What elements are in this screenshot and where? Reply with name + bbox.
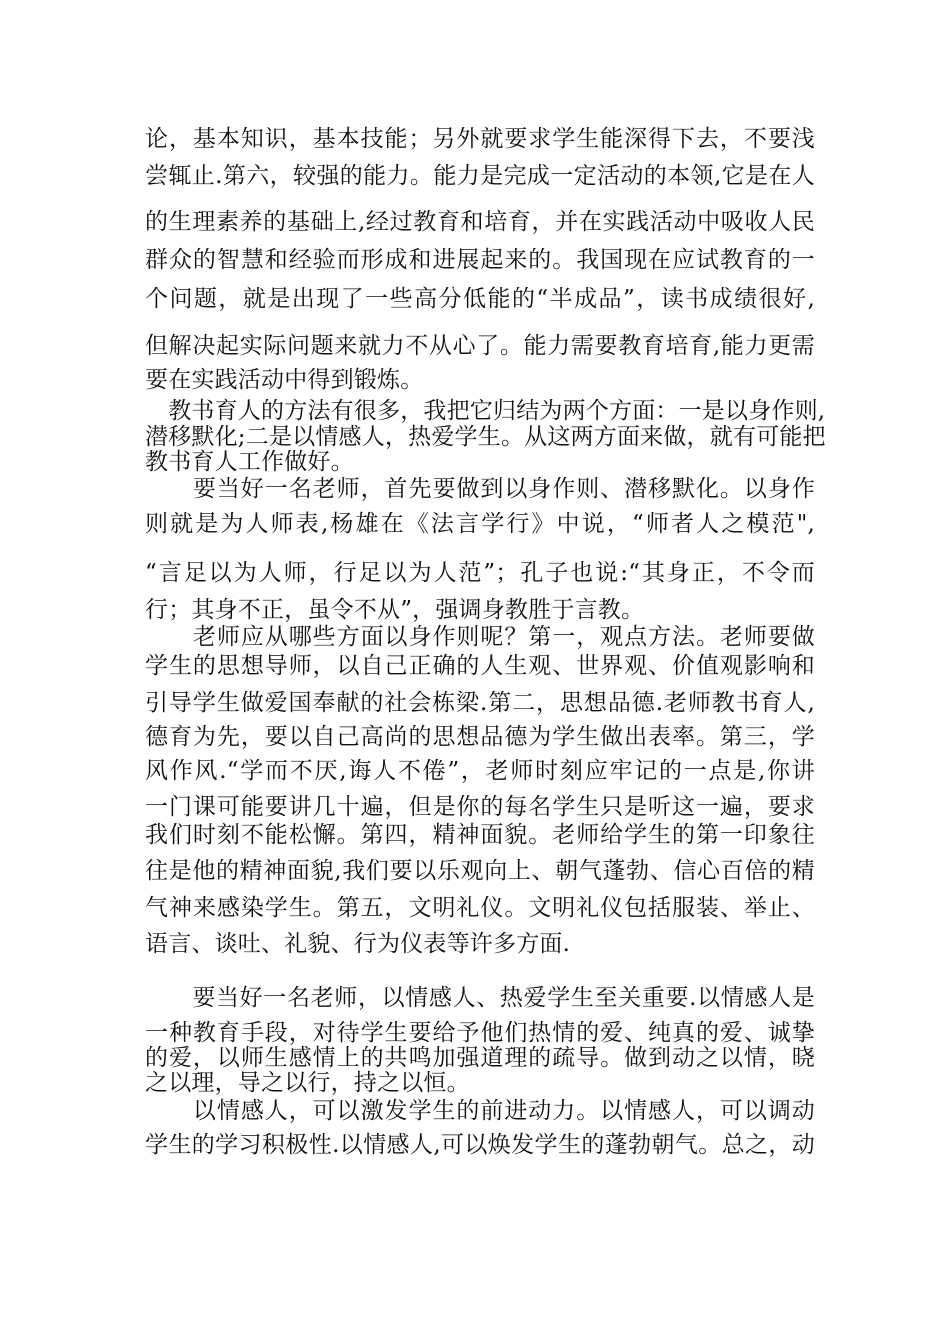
text-line: 要当好一名老师，以情感人、热爱学生至关重要.以情感人是 [145,985,815,1011]
text-line: “言足以为人师，行足以为人范”；孔子也说:“其身正，不令而 [145,560,815,586]
text-line: 风作风.“学而不厌,诲人不倦”，老师时刻应牢记的一点是,你讲 [145,758,815,784]
text-line: 学生的学习积极性.以情感人,可以焕发学生的蓬勃朝气。总之，动 [145,1132,815,1158]
text-line: 的爱，以师生感情上的共鸣加强道理的疏导。做到动之以情，晓 [145,1045,815,1071]
text-line: 老师应从哪些方面以身作则呢？第一，观点方法。老师要做 [145,624,815,650]
text-line: 则就是为人师表,杨雄在《法言学行》中说，“师者人之模范", [145,511,815,537]
text-line: 教书育人工作做好。 [145,449,354,475]
text-line: 一门课可能要讲几十遍，但是你的每名学生只是听这一遍，要求 [145,794,815,820]
text-line: 论，基本知识，基本技能；另外就要求学生能深得下去，不要浅 [145,126,815,152]
text-line: 教书育人的方法有很多，我把它归结为两个方面：一是以身作则, [145,398,826,424]
text-line: 个问题，就是出现了一些高分低能的“半成品”，读书成绩很好, [145,286,815,312]
text-line: 一种教育手段，对待学生要给予他们热情的爱、纯真的爱、诚挚 [145,1020,815,1046]
text-line: 引导学生做爱国奉献的社会栋梁.第二，思想品德.老师教书育人, [145,690,815,716]
text-line: 要在实践活动中得到锻炼。 [145,367,424,393]
text-line: 往是他的精神面貌,我们要以乐观向上、朝气蓬勃、信心百倍的精 [145,858,815,884]
text-line: 德育为先，要以自己高尚的思想品德为学生做出表率。第三，学 [145,724,815,750]
text-line: 我们时刻不能松懈。第四，精神面貌。老师给学生的第一印象往 [145,822,815,848]
text-line: 潜移默化;二是以情感人，热爱学生。从这两方面来做，就有可能把 [145,424,826,450]
text-line: 语言、谈吐、礼貌、行为仪表等许多方面. [145,931,571,957]
text-line: 尝辄止.第六，较强的能力。能力是完成一定活动的本领,它是在人 [145,163,815,189]
text-line: 之以理，导之以行，持之以恒。 [145,1070,470,1096]
text-line: 要当好一名老师，首先要做到以身作则、潜移默化。以身作 [145,476,815,502]
text-line: 行；其身不正，虽令不从”，强调身教胜于言教。 [145,597,645,623]
text-line: 群众的智慧和经验而形成和进展起来的。我国现在应试教育的一 [145,247,815,273]
text-line: 气神来感染学生。第五，文明礼仪。文明礼仪包括服装、举止、 [145,895,815,921]
text-line: 学生的思想导师，以自己正确的人生观、世界观、价值观影响和 [145,653,815,679]
text-line: 以情感人，可以激发学生的前进动力。以情感人，可以调动 [145,1098,815,1124]
text-line: 但解决起实际问题来就力不从心了。能力需要教育培育,能力更需 [145,333,815,359]
text-line: 的生理素养的基础上,经过教育和培育，并在实践活动中吸收人民 [145,209,815,235]
